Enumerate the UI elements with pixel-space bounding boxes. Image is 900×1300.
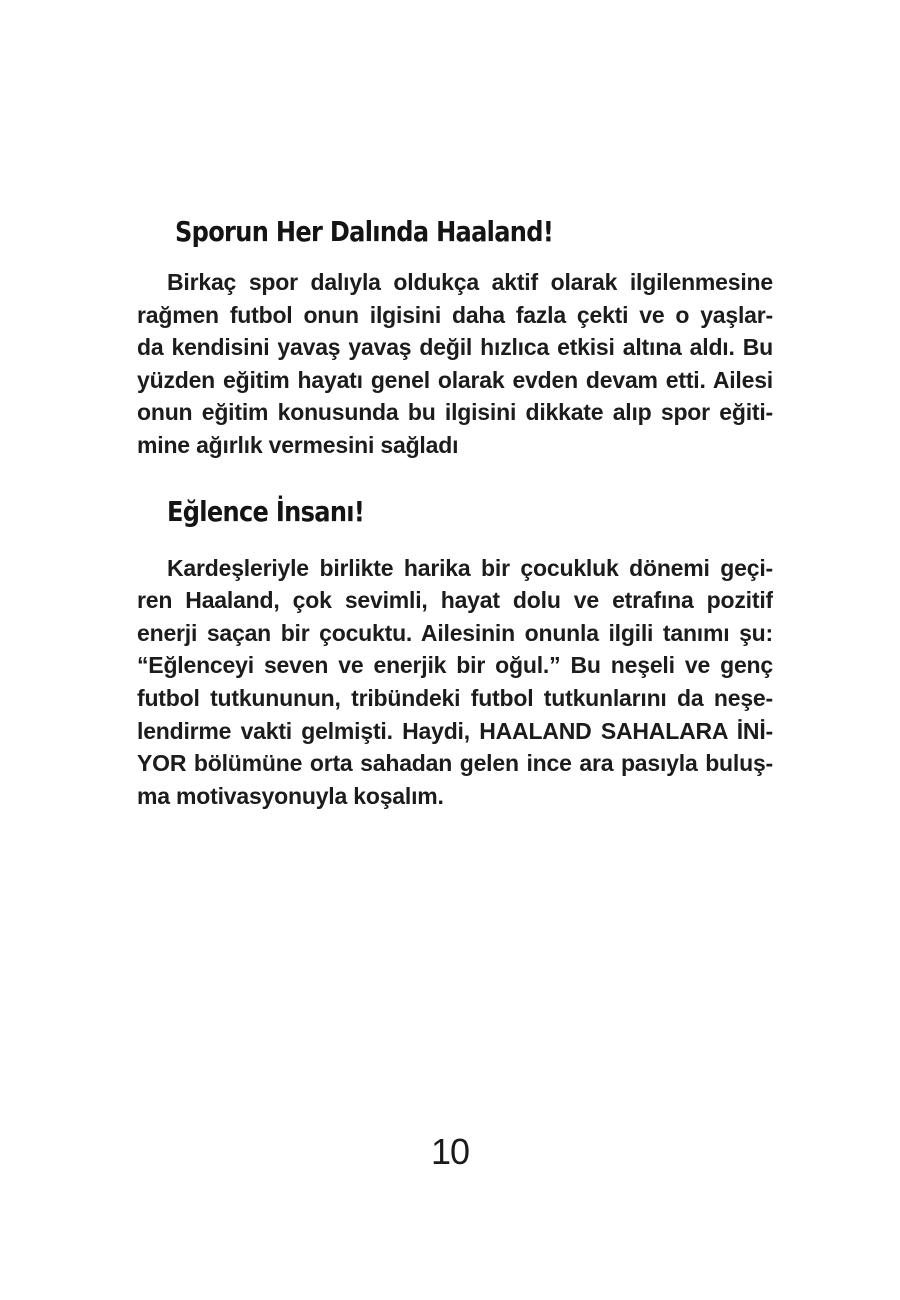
paragraph-line: YOR bölümüne orta sahadan gelen ince ara pasıyla buluş-	[137, 750, 773, 777]
section-heading-fun: Eğlence İnsanı!	[167, 494, 365, 528]
paragraph-line: ma motivasyonuyla koşalım.	[137, 782, 444, 809]
paragraph-line: enerji saçan bir çocuktu. Ailesinin onunla ilgili tanımı şu:	[137, 619, 773, 646]
paragraph-line: “Eğlenceyi seven ve enerjik bir oğul.” Bu neşeli ve genç	[137, 652, 773, 679]
paragraph-line: Birkaç spor dalıyla oldukça aktif olarak ilgilenmesine	[167, 269, 773, 295]
paragraph-line: lendirme vakti gelmişti. Haydi, HAALAND SAHALARA İNİ-	[137, 717, 773, 744]
paragraph-line: yüzden eğitim hayatı genel olarak evden devam etti. Ailesi	[137, 366, 773, 393]
paragraph-line: onun eğitim konusunda bu ilgisini dikkate alıp spor eğiti-	[137, 399, 773, 426]
section-heading-sports: Sporun Her Dalında Haaland!	[175, 215, 554, 248]
paragraph-fun	[137, 552, 773, 813]
paragraph-line: ren Haaland, çok sevimli, hayat dolu ve etrafına pozitif	[137, 587, 773, 614]
page-number: 10	[430, 1131, 470, 1172]
paragraph-line: da kendisini yavaş yavaş değil hızlıca etkisi altına aldı. Bu	[137, 334, 773, 361]
paragraph-sports	[137, 266, 773, 462]
paragraph-line: mine ağırlık vermesini sağladı	[137, 431, 459, 458]
paragraph-line: futbol tutkununun, tribündeki futbol tutkunlarını da neşe-	[137, 684, 773, 711]
paragraph-line: Kardeşleriyle birlikte harika bir çocukluk dönemi geçi-	[167, 554, 773, 581]
paragraph-line: rağmen futbol onun ilgisini daha fazla çekti ve o yaşlar-	[137, 301, 773, 328]
page-content	[137, 212, 773, 812]
